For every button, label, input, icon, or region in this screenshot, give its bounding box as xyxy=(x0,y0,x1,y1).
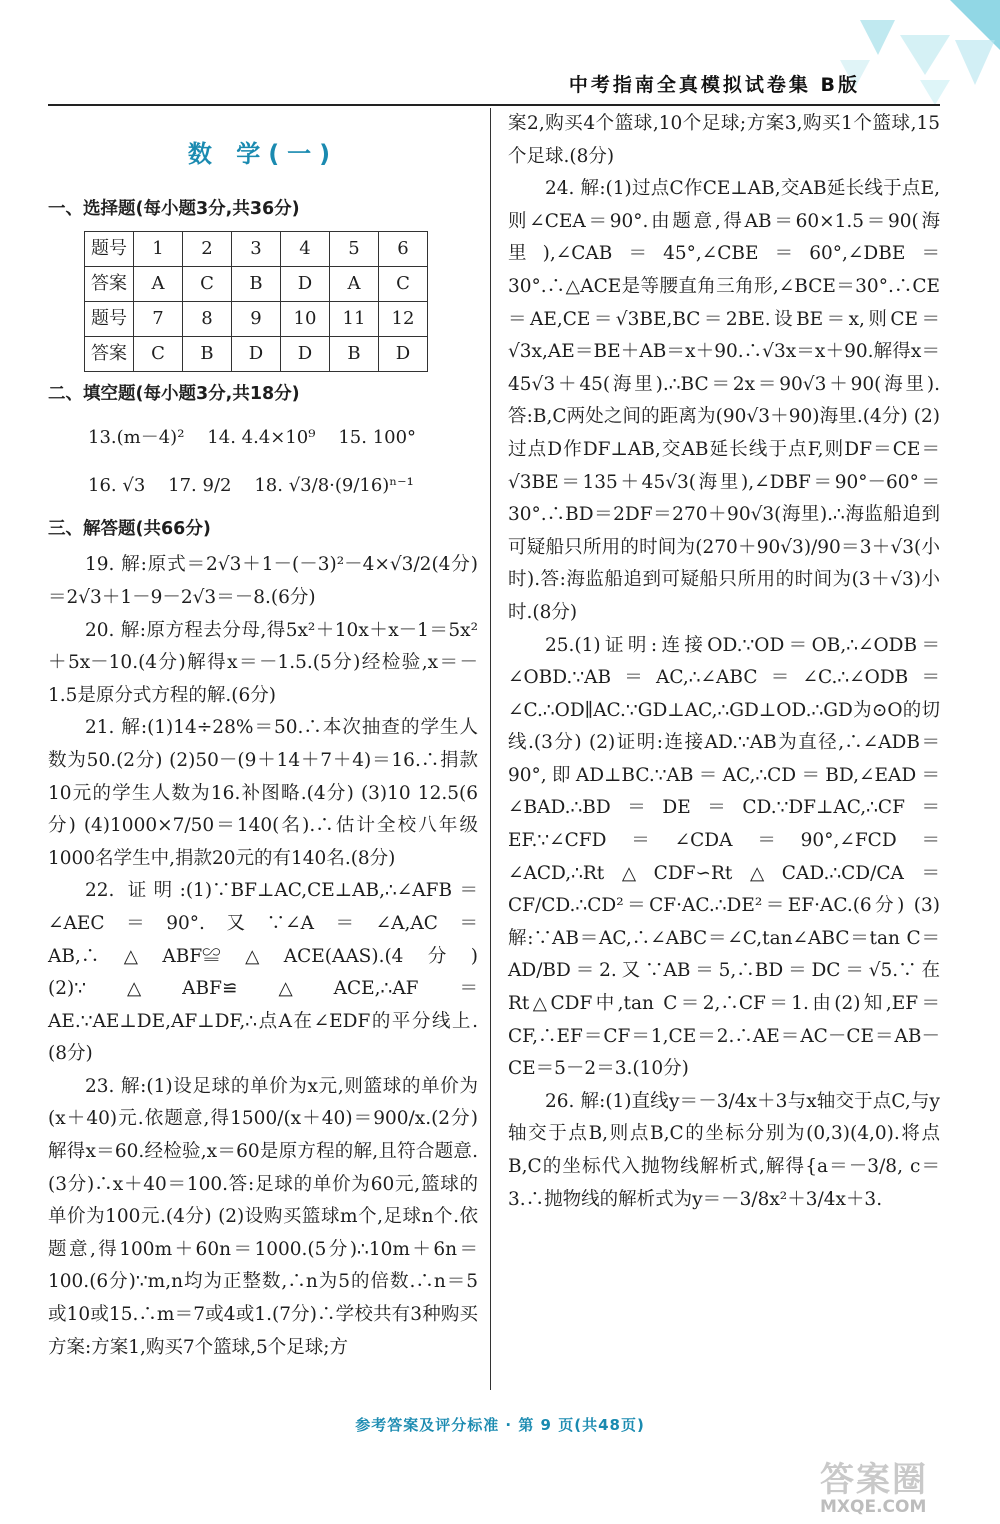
answer-19: 19. 解:原式＝2√3＋1－(－3)²－4×√3/2(4分)＝2√3＋1－9－2√3＝－8.(6分) xyxy=(48,554,478,608)
table-cell: A xyxy=(134,267,183,302)
solution-heading: 三、解答题(共66分) xyxy=(48,518,211,539)
table-row xyxy=(85,302,428,337)
table-cell: 3 xyxy=(232,232,281,267)
header-rule xyxy=(48,104,940,106)
table-cell: 答案 xyxy=(85,337,134,372)
table-row xyxy=(85,337,428,372)
table-cell: 7 xyxy=(134,302,183,337)
table-cell: 题号 xyxy=(85,232,134,267)
table-cell: 5 xyxy=(330,232,379,267)
table-row xyxy=(85,267,428,302)
table-cell: B xyxy=(232,267,281,302)
table-cell: 11 xyxy=(330,302,379,337)
table-row xyxy=(85,232,428,267)
watermark-main: 答案圈 xyxy=(820,1460,928,1500)
table-cell: 9 xyxy=(232,302,281,337)
section-title: 数 学(一) xyxy=(187,140,339,168)
answer-table xyxy=(84,231,428,372)
answer-23: 23. 解:(1)设足球的单价为x元,则篮球的单价为(x＋40)元.依题意,得1500/(x＋40)＝900/x.(2分)解得x＝60.经检验,x＝60是原方程的解,且符合题意.(3分)∴x＋40＝100.答:足球的单价为60元,篮球的单价为100元.(4分) (2)设购买篮球m个,足球n个.依题意,得100m＋60n＝1000.(5分)∴10m＋6n＝100.(6分)∵m,n均为正整数,∴n为5的倍数.∴n＝5或10或15.∴m＝7或4或1.(7分)∴学校共有3种购买方案:方案1,购买7个篮球,5个足球;方 xyxy=(48,1075,478,1358)
running-header: 中考指南全真模拟试卷集 B版 xyxy=(568,74,860,96)
table-cell: 4 xyxy=(281,232,330,267)
table-cell: 题号 xyxy=(85,302,134,337)
fill-heading: 二、填空题(每小题3分,共18分) xyxy=(48,384,300,405)
table-cell: D xyxy=(232,337,281,372)
choice-heading: 一、选择题(每小题3分,共36分) xyxy=(48,198,300,219)
answer-22: 22. 证明:(1)∵BF⊥AC,CE⊥AB,∴∠AFB＝∠AEC＝90°.又∵∠A＝∠A,AC＝AB,∴△ABF≌△ACE(AAS).(4分) (2)∵△ABF≌△ACE,∴AF＝AE.∵AE⊥DE,AF⊥DF,∴点A在∠EDF的平分线上.(8分) xyxy=(48,880,478,1065)
fill-answers-2: 16. √3 17. 9/2 18. √3/8·(9/16)ⁿ⁻¹ xyxy=(88,474,414,496)
table-cell: 6 xyxy=(379,232,428,267)
page-footer: 参考答案及评分标准 · 第 9 页(共48页) xyxy=(355,1416,645,1434)
table-cell: D xyxy=(281,267,330,302)
table-cell: 1 xyxy=(134,232,183,267)
watermark-url: MXQE.COM xyxy=(820,1497,927,1517)
table-cell: 答案 xyxy=(85,267,134,302)
column-divider xyxy=(490,108,491,1390)
table-cell: 8 xyxy=(183,302,232,337)
table-cell: C xyxy=(183,267,232,302)
table-cell: A xyxy=(330,267,379,302)
table-cell: 12 xyxy=(379,302,428,337)
left-column xyxy=(48,108,478,1364)
answer-25: 25.(1)证明:连接OD.∵OD＝OB,∴∠ODB＝∠OBD.∵AB＝AC,∴∠ABC＝∠C.∴∠ODB＝∠C.∴OD∥AC.∵GD⊥AC,∴GD⊥OD.∴GD为⊙O的切线.(3分) (2)证明:连接AD.∵AB为直径,∴∠ADB＝90°,即AD⊥BC.∵AB＝AC,∴CD＝BD,∠EAD＝∠BAD.∴BD＝DE＝CD.∵DF⊥AC,∴CF＝EF.∵∠CFD＝∠CDA＝90°,∠FCD＝∠ACD,∴Rt△CDF∽Rt△CAD.∴CD/CA＝CF/CD.∴CD²＝CF·AC.∴DE²＝EF·AC.(6分) (3)解:∵AB＝AC,∴∠ABC＝∠C,tan∠ABC＝tan C＝AD/BD＝2.又∵AB＝5,∴BD＝DC＝√5.∵在Rt△CDF中,tan C＝2,∴CF＝1.由(2)知,EF＝CF,∴EF＝CF＝1,CE＝2.∴AE＝AC－CE＝AB－CE＝5－2＝3.(10分) xyxy=(508,634,940,1080)
table-cell: D xyxy=(281,337,330,372)
watermark-logo xyxy=(820,1452,990,1518)
fill-answers-1: 13.(m－4)² 14. 4.4×10⁹ 15. 100° xyxy=(88,426,417,448)
table-cell: C xyxy=(379,267,428,302)
answer-23-continued: 案2,购买4个篮球,10个足球;方案3,购买1个篮球,15个足球.(8分) xyxy=(508,113,940,167)
table-cell: C xyxy=(134,337,183,372)
answer-26: 26. 解:(1)直线y＝－3/4x＋3与x轴交于点C,与y轴交于点B,则点B,C的坐标分别为(0,3)(4,0).将点B,C的坐标代入抛物线解析式,解得{a＝－3/8, c＝3.∴抛物线的解析式为y＝－3/8x²＋3/4x＋3. xyxy=(508,1090,940,1210)
table-cell: B xyxy=(183,337,232,372)
table-cell: B xyxy=(330,337,379,372)
answer-24: 24. 解:(1)过点C作CE⊥AB,交AB延长线于点E,则∠CEA＝90°.由题意,得AB＝60×1.5＝90(海里),∠CAB＝45°,∠CBE＝60°,∠DBE＝30°.∴△ACE是等腰直角三角形,∠BCE＝30°.∴CE＝AE,CE＝√3BE,BC＝2BE.设BE＝x,则CE＝√3x,AE＝BE＋AB＝x＋90.∴√3x＝x＋90.解得x＝45√3＋45(海里).∴BC＝2x＝90√3＋90(海里).答:B,C两处之间的距离为(90√3＋90)海里.(4分) (2)过点D作DF⊥AB,交AB延长线于点F,则DF＝CE＝√3BE＝135＋45√3(海里),∠DBF＝90°－60°＝30°.∴BD＝2DF＝270＋90√3(海里).∴海监船追到可疑船只所用的时间为(270＋90√3)/90＝3＋√3(小时).答:海监船追到可疑船只所用的时间为(3＋√3)小时.(8分) xyxy=(508,178,940,623)
right-column xyxy=(508,108,940,1216)
table-cell: 2 xyxy=(183,232,232,267)
answer-21: 21. 解:(1)14÷28%＝50.∴本次抽查的学生人数为50.(2分) (2)50－(9＋14＋7＋4)＝16.∴捐款10元的学生人数为16.补图略.(4分) (3)10 12.5(6分) (4)1000×7/50＝140(名).∴估计全校八年级1000名学生中,捐款20元的有140名.(8分) xyxy=(48,717,478,869)
answer-20: 20. 解:原方程去分母,得5x²＋10x＋x－1＝5x²＋5x－10.(4分)解得x＝－1.5.(5分)经检验,x＝－1.5是原分式方程的解.(6分) xyxy=(48,619,478,706)
table-cell: D xyxy=(379,337,428,372)
table-cell: 10 xyxy=(281,302,330,337)
